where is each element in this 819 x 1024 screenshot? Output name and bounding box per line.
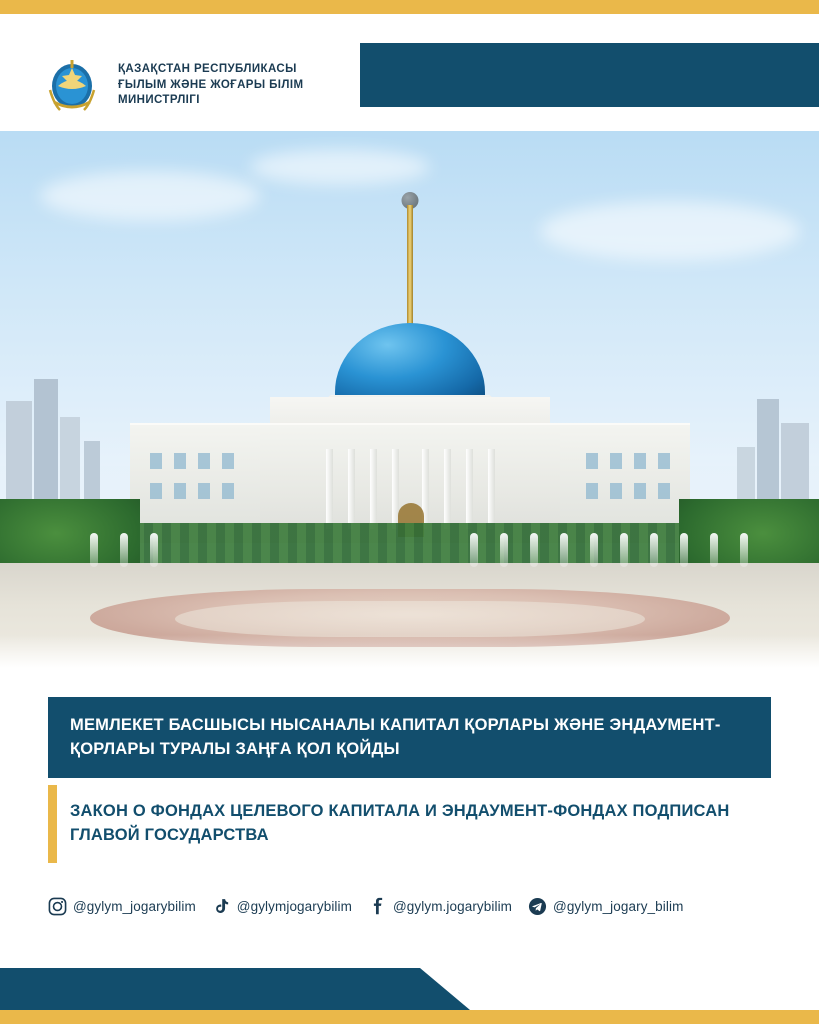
social-facebook[interactable] [368,897,512,916]
palace-window [174,483,186,499]
instagram-icon [48,897,67,916]
tiktok-icon [212,897,231,916]
palace-window [222,453,234,469]
flower-bed-inner [175,601,645,637]
fountain-jet [650,533,658,567]
top-gold-bar [0,0,819,14]
footer-navy-band [0,968,819,1010]
palace-right-wing [560,433,690,525]
kazakhstan-emblem-icon [46,56,98,116]
fountain-jet [90,533,98,567]
fountain-jet [620,533,628,567]
presidential-palace [130,383,690,543]
palace-window [198,483,210,499]
palace-window [658,483,670,499]
palace-column [326,449,333,529]
fountain-jet [150,533,158,567]
fountain-jet [710,533,718,567]
palace-window [222,483,234,499]
fountain-jet [590,533,598,567]
palace-left-wing [130,433,260,525]
palace-window [586,453,598,469]
palace-window [174,453,186,469]
palace-window [610,453,622,469]
social-telegram[interactable] [528,897,683,916]
palace-column [348,449,355,529]
fountain-jet [120,533,128,567]
telegram-icon [528,897,547,916]
palace-column [370,449,377,529]
social-links-row [48,892,771,920]
palace-window [658,453,670,469]
header [0,14,819,122]
facebook-icon [368,897,387,916]
golden-spire [407,205,413,325]
fountain-jet [560,533,568,567]
headline-kazakh-block [48,697,771,778]
social-handle: @gylymjogarybilim [236,898,352,914]
palace-window [634,453,646,469]
social-handle: @gylym_jogary_bilim [553,898,684,914]
social-handle: @gylym.jogarybilim [392,898,513,914]
cloud [40,171,260,221]
palace-window [150,453,162,469]
palace-window [610,483,622,499]
hero-bottom-fade [0,635,819,671]
headline-russian-text: ЗАКОН О ФОНДАХ ЦЕЛЕВОГО КАПИТАЛА И ЭНДАУМЕНТ-ФОНДАХ ПОДПИСАН ГЛАВОЙ ГОСУДАРСТВА [70,802,730,844]
palace-window [198,453,210,469]
fountain-jet [740,533,748,567]
palace-window [150,483,162,499]
social-tiktok[interactable] [212,897,352,916]
palace-column [488,449,495,529]
fountain-jet [500,533,508,567]
headline-russian-block [48,785,771,863]
fountain-jet [530,533,538,567]
cloud [250,149,430,185]
ministry-name: ҚАЗАҚСТАН РЕСПУБЛИКАСЫ ҒЫЛЫМ ЖӘНЕ ЖОҒАРЫ БІЛІМ МИНИСТРЛІГІ [118,63,304,107]
cloud [540,201,800,261]
palace-window [634,483,646,499]
bottom-gold-bar [0,1010,819,1024]
gold-accent-bar [48,785,57,863]
palace-window [586,483,598,499]
social-instagram[interactable] [48,897,196,916]
social-handle: @gylym_jogarybilim [73,898,196,914]
fountain-jet [680,533,688,567]
hero-image [0,131,819,671]
palace-column [466,449,473,529]
palace-column [444,449,451,529]
headline-kazakh-text: МЕМЛЕКЕТ БАСШЫСЫ НЫСАНАЛЫ КАПИТАЛ ҚОРЛАРЫ ЖӘНЕ ЭНДАУМЕНТ-ҚОРЛАРЫ ТУРАЛЫ ЗАҢҒА ҚОЛ ҚОЙДЫ [70,715,721,758]
fountain-jet [470,533,478,567]
